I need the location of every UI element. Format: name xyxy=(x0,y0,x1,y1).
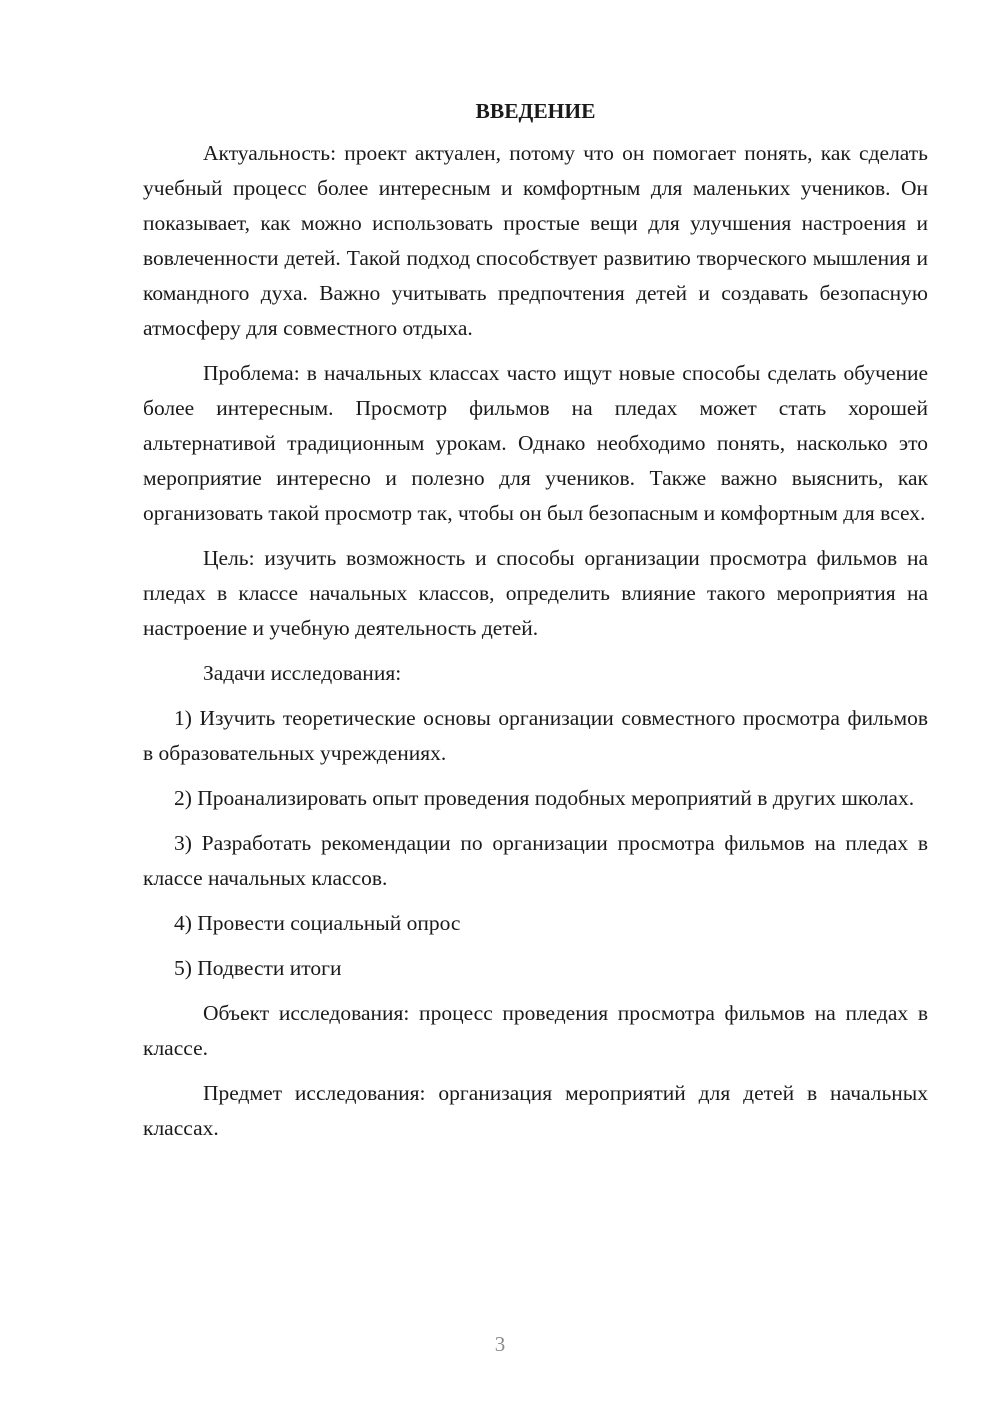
object-paragraph: Объект исследования: процесс проведения просмотра фильмов на пледах в классе. xyxy=(143,1001,928,1060)
relevance-paragraph: Актуальность: проект актуален, потому что он помогает понять, как сделать учебный процесс более интересным и комфортным для маленьких учеников. Он показывает, как можно использовать простые вещи для улучшения настроения и вовлеченности детей. Такой подход способствует развитию творческого мышления и командного духа. Важно учитывать предпочтения детей и создавать безопасную атмосферу для совместного отдыха. xyxy=(143,141,928,340)
page-title: ВВЕДЕНИЕ xyxy=(475,99,596,123)
problem-paragraph: Проблема: в начальных классах часто ищут новые способы сделать обучение более интересным. Просмотр фильмов на пледах может стать хорошей альтернативой традиционным урокам. Однако необходимо понять, насколько это мероприятие интересно и полезно для учеников. Также важно выяснить, как организовать такой просмотр так, чтобы он был безопасным и комфортным для всех. xyxy=(143,361,928,525)
task-item-5: 5) Подвести итоги xyxy=(174,956,342,980)
document-page xyxy=(143,94,928,1156)
task-item-4: 4) Провести социальный опрос xyxy=(174,911,461,935)
tasks-list xyxy=(143,701,928,986)
task-item-2: 2) Проанализировать опыт проведения подобных мероприятий в других школах. xyxy=(174,786,915,810)
tasks-heading: Задачи исследования: xyxy=(203,661,402,685)
subject-paragraph: Предмет исследования: организация мероприятий для детей в начальных классах. xyxy=(143,1081,928,1140)
task-item-1: 1) Изучить теоретические основы организации совместного просмотра фильмов в образовательных учреждениях. xyxy=(143,706,928,765)
page-number: 3 xyxy=(494,1332,506,1356)
goal-paragraph: Цель: изучить возможность и способы организации просмотра фильмов на пледах в классе начальных классов, определить влияние такого мероприятия на настроение и учебную деятельность детей. xyxy=(143,546,928,640)
task-item-3: 3) Разработать рекомендации по организации просмотра фильмов на пледах в классе начальных классов. xyxy=(143,831,928,890)
